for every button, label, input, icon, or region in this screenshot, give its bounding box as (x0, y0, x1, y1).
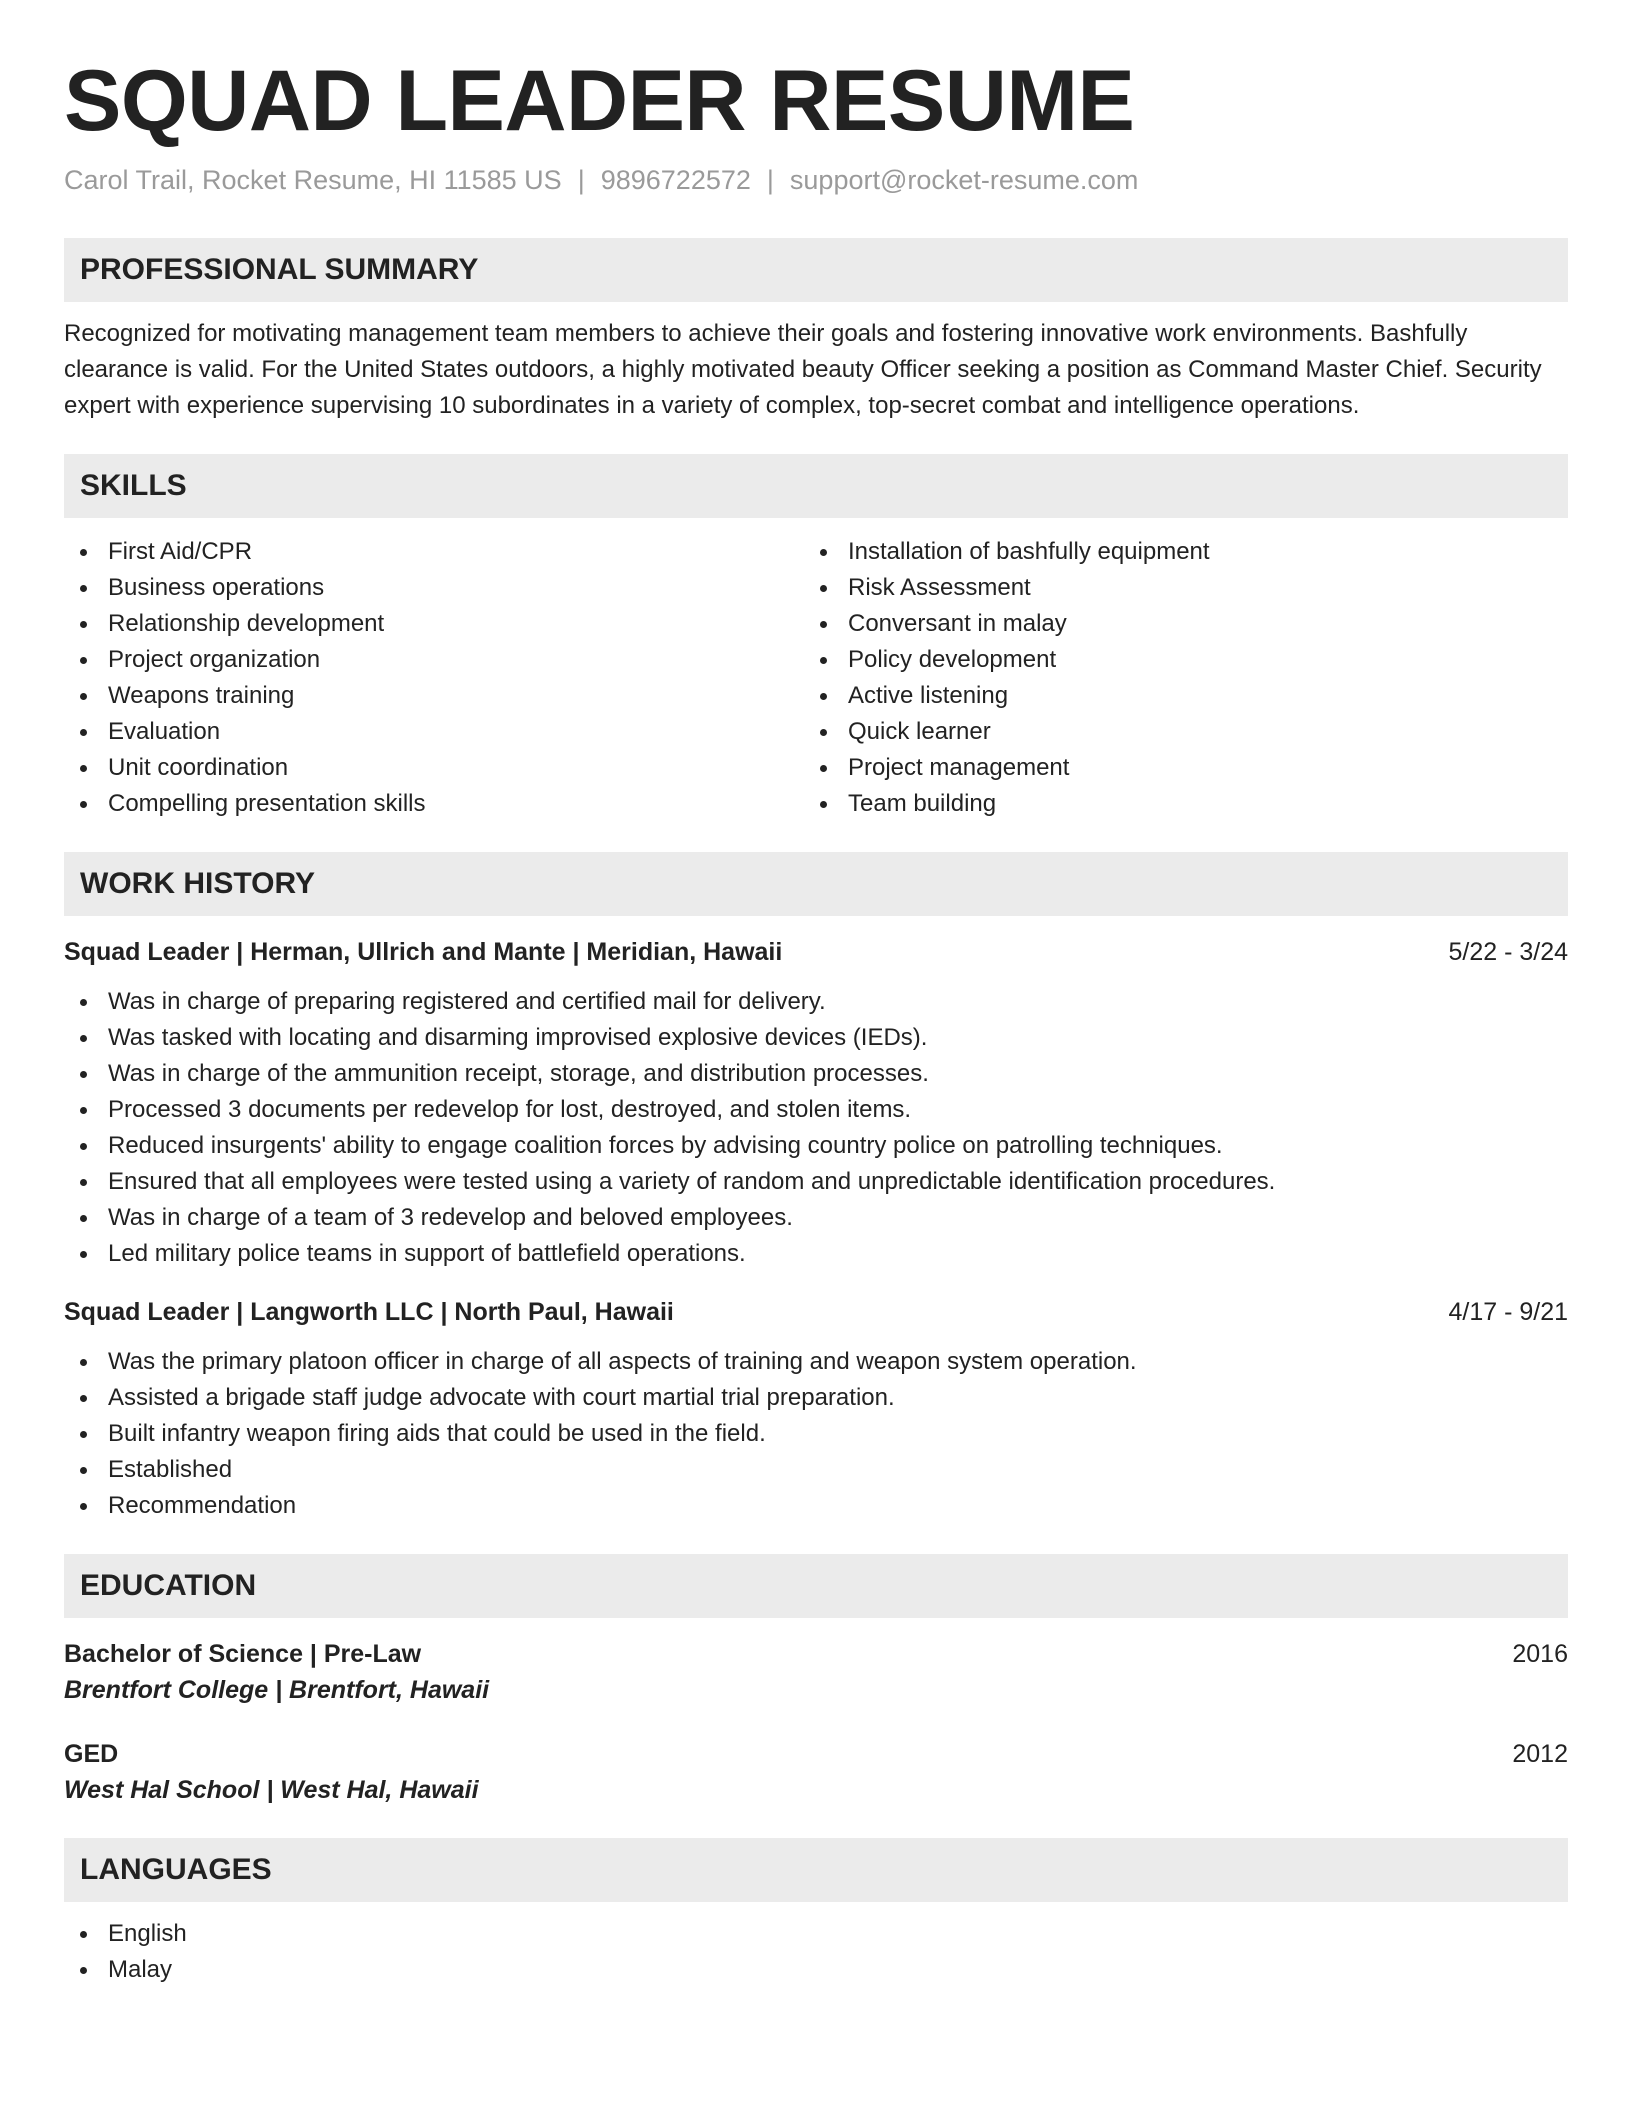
skill-item: Risk Assessment (804, 570, 1544, 606)
job-title: Squad Leader | Langworth LLC | North Paul, Hawaii (64, 1297, 674, 1326)
summary-text: Recognized for motivating management team members to achieve their goals and fostering innovative work environments. Bashfully clearance is valid. For the United States outdoors, a highly motivated beauty Officer seeking a position as Command Master Chief. Security expert with experience supervising 10 subordinates in a variety of complex, top-secret combat and intelligence operations. (64, 319, 1542, 419)
languages-list (64, 1916, 1568, 1988)
job-bullet: Was in charge of a team of 3 redevelop and beloved employees. (64, 1200, 1568, 1236)
skill-item: Weapons training (64, 678, 804, 714)
job-bullet: Established (64, 1452, 1568, 1488)
skill-item: Evaluation (64, 714, 804, 750)
job-entry (64, 934, 1568, 1272)
job-bullet: Recommendation (64, 1488, 1568, 1524)
contact-email: support@rocket-resume.com (789, 164, 1139, 195)
summary-heading: PROFESSIONAL SUMMARY (64, 238, 1568, 302)
job-dates: 5/22 - 3/24 (1448, 937, 1568, 966)
skill-item: Compelling presentation skills (64, 786, 804, 822)
skill-item: Unit coordination (64, 750, 804, 786)
skill-item: Installation of bashfully equipment (804, 534, 1544, 570)
job-bullet: Was in charge of preparing registered and certified mail for delivery. (64, 984, 1568, 1020)
job-bullet: Processed 3 documents per redevelop for lost, destroyed, and stolen items. (64, 1092, 1568, 1128)
education-heading: EDUCATION (64, 1554, 1568, 1618)
language-item: Malay (64, 1952, 1568, 1988)
skill-item: Policy development (804, 642, 1544, 678)
contact-separator: | (577, 164, 585, 195)
skill-item: First Aid/CPR (64, 534, 804, 570)
job-bullets (64, 984, 1568, 1272)
education-degree: Bachelor of Science | Pre-Law (64, 1639, 422, 1668)
job-entry (64, 1294, 1568, 1524)
job-bullet: Was the primary platoon officer in charge of all aspects of training and weapon system operation. (64, 1344, 1568, 1380)
education-degree: GED (64, 1739, 119, 1768)
skill-item: Active listening (804, 678, 1544, 714)
education-year: 2016 (1512, 1639, 1568, 1668)
skill-item: Relationship development (64, 606, 804, 642)
education-school: Brentfort College | Brentfort, Hawaii (64, 1675, 490, 1704)
job-bullet: Ensured that all employees were tested using a variety of random and unpredictable identification procedures. (64, 1164, 1568, 1200)
job-bullets (64, 1344, 1568, 1524)
skill-item: Team building (804, 786, 1544, 822)
contact-line (64, 163, 1568, 198)
education-year: 2012 (1512, 1739, 1568, 1768)
job-bullet: Built infantry weapon firing aids that could be used in the field. (64, 1416, 1568, 1452)
job-bullet: Reduced insurgents' ability to engage coalition forces by advising country police on patrolling techniques. (64, 1128, 1568, 1164)
skills-right-list (804, 534, 1544, 822)
education-school: West Hal School | West Hal, Hawaii (64, 1775, 479, 1804)
job-header (64, 934, 1568, 970)
skill-item: Project management (804, 750, 1544, 786)
job-title: Squad Leader | Herman, Ullrich and Mante | Meridian, Hawaii (64, 937, 783, 966)
education-entry (64, 1636, 1568, 1708)
skill-item: Project organization (64, 642, 804, 678)
languages-heading: LANGUAGES (64, 1838, 1568, 1902)
education-header (64, 1736, 1568, 1772)
education-header (64, 1636, 1568, 1672)
skills-heading: SKILLS (64, 454, 1568, 518)
contact-separator: | (766, 164, 774, 195)
job-dates: 4/17 - 9/21 (1448, 1297, 1568, 1326)
job-bullet: Assisted a brigade staff judge advocate with court martial trial preparation. (64, 1380, 1568, 1416)
skill-item: Business operations (64, 570, 804, 606)
skill-item: Quick learner (804, 714, 1544, 750)
language-item: English (64, 1916, 1568, 1952)
skills-grid (64, 534, 1568, 822)
job-bullet: Was in charge of the ammunition receipt, storage, and distribution processes. (64, 1056, 1568, 1092)
contact-phone: 9896722572 (600, 164, 751, 195)
contact-address: Carol Trail, Rocket Resume, HI 11585 US (64, 164, 562, 195)
job-bullet: Was tasked with locating and disarming improvised explosive devices (IEDs). (64, 1020, 1568, 1056)
work-heading: WORK HISTORY (64, 852, 1568, 916)
job-header (64, 1294, 1568, 1330)
skills-left-list (64, 534, 804, 822)
resume-title: SQUAD LEADER RESUME (64, 53, 1135, 149)
education-entry (64, 1736, 1568, 1808)
skill-item: Conversant in malay (804, 606, 1544, 642)
job-bullet: Led military police teams in support of battlefield operations. (64, 1236, 1568, 1272)
